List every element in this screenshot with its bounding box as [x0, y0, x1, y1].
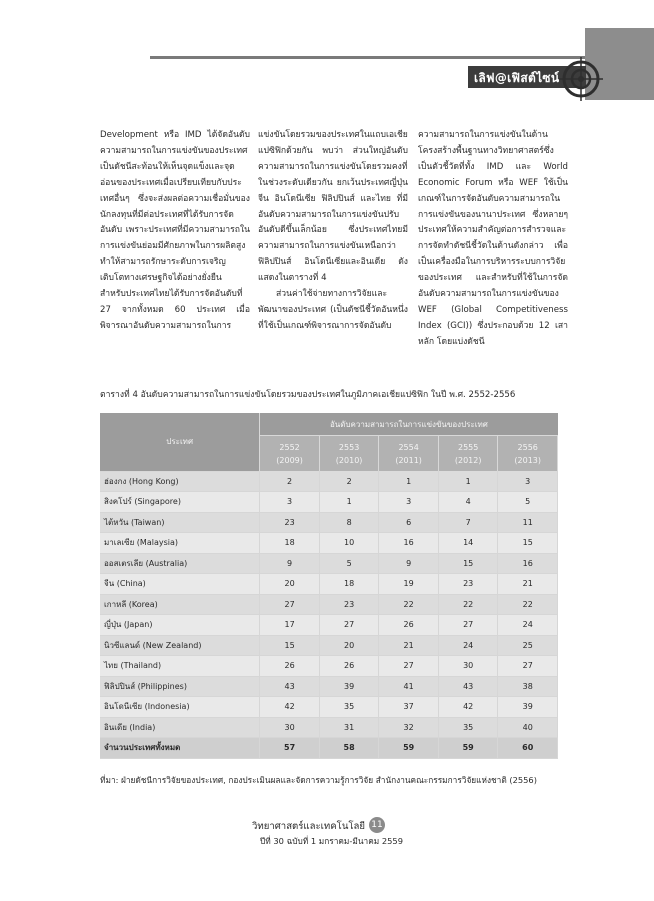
- year-ce: (2009): [276, 455, 303, 465]
- year-be: 2554: [398, 442, 419, 452]
- year-header: [260, 436, 320, 472]
- country-cell: ฟิลิปปินส์ (Philippines): [100, 676, 260, 697]
- rank-cell: 6: [379, 512, 439, 533]
- rank-cell: 27: [438, 615, 498, 636]
- country-cell: ไทย (Thailand): [100, 656, 260, 677]
- rank-cell: 26: [379, 615, 439, 636]
- ranking-group-header: อันดับความสามารถในการแข่งขันของประเทศ: [260, 413, 558, 436]
- rank-cell: 22: [498, 594, 558, 615]
- rank-cell: 24: [438, 635, 498, 656]
- country-cell: ไต้หวัน (Taiwan): [100, 512, 260, 533]
- target-icon: [559, 57, 603, 101]
- year-header: [438, 436, 498, 472]
- rank-cell: 1: [319, 492, 379, 513]
- year-be: 2553: [338, 442, 360, 452]
- total-cell: 60: [498, 738, 558, 759]
- rank-cell: 35: [438, 717, 498, 738]
- total-cell: 58: [319, 738, 379, 759]
- rank-cell: 1: [379, 471, 439, 492]
- body-column-2: [258, 128, 408, 335]
- issue-info: ปีที่ 30 ฉบับที่ 1 มกราคม-มีนาคม 2559: [260, 836, 403, 846]
- year-ce: (2010): [335, 455, 363, 465]
- rank-cell: 3: [379, 492, 439, 513]
- year-be: 2556: [517, 442, 538, 452]
- rank-cell: 20: [260, 574, 320, 595]
- rank-cell: 43: [438, 676, 498, 697]
- year-ce: (2012): [454, 455, 482, 465]
- rank-cell: 16: [379, 533, 439, 554]
- country-cell: จีน (China): [100, 574, 260, 595]
- rank-cell: 43: [260, 676, 320, 697]
- rank-cell: 23: [260, 512, 320, 533]
- rank-cell: 23: [438, 574, 498, 595]
- rank-cell: 9: [379, 553, 439, 574]
- rank-cell: 39: [498, 697, 558, 718]
- country-cell: นิวซีแลนด์ (New Zealand): [100, 635, 260, 656]
- rank-cell: 32: [379, 717, 439, 738]
- year-header: [379, 436, 439, 472]
- table-row: [100, 676, 558, 697]
- rank-cell: 31: [319, 717, 379, 738]
- rank-cell: 2: [260, 471, 320, 492]
- rank-cell: 42: [438, 697, 498, 718]
- rank-cell: 15: [438, 553, 498, 574]
- body-column-1: [100, 128, 250, 335]
- ranking-table: [100, 413, 558, 759]
- country-cell: ฮ่องกง (Hong Kong): [100, 471, 260, 492]
- country-cell: อินเดีย (India): [100, 717, 260, 738]
- rank-cell: 39: [319, 676, 379, 697]
- table-row: [100, 717, 558, 738]
- table-row: [100, 635, 558, 656]
- header-band: [150, 56, 586, 59]
- rank-cell: 18: [260, 533, 320, 554]
- rank-cell: 23: [319, 594, 379, 615]
- table-source-note: ที่มา: ฝ่ายดัชนีการวิจัยของประเทศ, กองประเมินผลและจัดการความรู้การวิจัย สำนักงานคณะกรรมการวิจัยแห่งชาติ (2556): [100, 775, 537, 785]
- rank-cell: 37: [379, 697, 439, 718]
- rank-cell: 38: [498, 676, 558, 697]
- section-title: เลิฟ@เฟิสต์ไซน์: [474, 71, 560, 85]
- table-row: [100, 697, 558, 718]
- country-cell: ออสเตรเลีย (Australia): [100, 553, 260, 574]
- year-header: [498, 436, 558, 472]
- year-header: [319, 436, 379, 472]
- rank-cell: 14: [438, 533, 498, 554]
- country-column-header: ประเทศ: [100, 413, 260, 471]
- body-paragraph: Development หรือ IMD ได้จัดอันดับความสามารถในการแข่งขันของประเทศ เป็นดัชนีสะท้อนให้เห็นจุดแข็งและจุดอ่อนของประเทศเมื่อเปรียบเทียบกับประเทศอื่นๆ ซึ่งจะส่งผลต่อความเชื่อมั่นของนักลงทุนที่มีต่อประเทศที่ได้รับการจัดอันดับ เพราะประเทศที่มีความสามารถในการแข่งขันย่อมมีศักยภาพในการผลิตสูง ทำให้สามารถรักษาระดับการเจริญเติบโตทางเศรษฐกิจได้อย่างยั่งยืน สำหรับประเทศไทยได้รับการจัดอันดับที่ 27 จากทั้งหมด 60 ประเทศ เมื่อพิจารณาอันดับความสามารถในการ: [100, 130, 250, 331]
- table-row: [100, 553, 558, 574]
- rank-cell: 27: [260, 594, 320, 615]
- table-row: [100, 512, 558, 533]
- year-ce: (2013): [514, 455, 542, 465]
- body-paragraph: ส่วนค่าใช้จ่ายทางการวิจัยและพัฒนาของประเทศ (เป็นดัชนีชี้วัดอันหนึ่งที่ใช้เป็นเกณฑ์พิจารณาการจัดอันดับ: [258, 289, 408, 331]
- country-cell: มาเลเซีย (Malaysia): [100, 533, 260, 554]
- total-cell: 59: [379, 738, 439, 759]
- rank-cell: 25: [498, 635, 558, 656]
- rank-cell: 5: [319, 553, 379, 574]
- rank-cell: 26: [260, 656, 320, 677]
- rank-cell: 7: [438, 512, 498, 533]
- total-cell: 59: [438, 738, 498, 759]
- rank-cell: 5: [498, 492, 558, 513]
- page-number: 11: [369, 817, 385, 833]
- rank-cell: 30: [438, 656, 498, 677]
- rank-cell: 41: [379, 676, 439, 697]
- rank-cell: 15: [498, 533, 558, 554]
- rank-cell: 27: [498, 656, 558, 677]
- body-paragraph: แข่งขันโดยรวมของประเทศในแถบเอเชียแปซิฟิกด้วยกัน พบว่า ส่วนใหญ่อันดับความสามารถในการแข่งขันโดยรวมคงที่ในช่วงระดับเดียวกัน ยกเว้นประเทศญี่ปุ่น จีน อินโดนีเซีย ฟิลิปปินส์ และไทย ที่มีอันดับความสามารถในการแข่งขันปรับอันดับดีขึ้นเล็กน้อย ซึ่งประเทศไทยมีความสามารถในการแข่งขันเหนือกว่าฟิลิปปินส์ อินโดนีเซียและอินเดีย ดังแสดงในตารางที่ 4: [258, 130, 408, 284]
- table-row: [100, 615, 558, 636]
- table-row: [100, 574, 558, 595]
- rank-cell: 8: [319, 512, 379, 533]
- rank-cell: 27: [319, 615, 379, 636]
- body-column-3: [418, 128, 568, 351]
- rank-cell: 16: [498, 553, 558, 574]
- rank-cell: 30: [260, 717, 320, 738]
- rank-cell: 10: [319, 533, 379, 554]
- body-paragraph: ความสามารถในการแข่งขันในด้านโครงสร้างพื้นฐานทางวิทยาศาสตร์ซึ่งเป็นตัวชี้วัดที่ทั้ง IMD และ World Economic Forum หรือ WEF ใช้เป็นเกณฑ์ในการจัดอันดับความสามารถในการแข่งขันของนานาประเทศ ซึ่งหลายๆ ประเทศให้ความสำคัญต่อการสำรวจและการจัดทำดัชนีชี้วัดในด้านดังกล่าว เพื่อเป็นเครื่องมือในการบริหารระบบการวิจัยของประเทศ และสำหรับที่ใช้ในการจัดอันดับความสามารถในการแข่งขันของ WEF (Global Competitiveness Index (GCI)) ซึ่งประกอบด้วย 12 เสาหลัก โดยแบ่งดัชนี: [418, 130, 568, 347]
- country-cell: เกาหลี (Korea): [100, 594, 260, 615]
- country-cell: สิงคโปร์ (Singapore): [100, 492, 260, 513]
- rank-cell: 19: [379, 574, 439, 595]
- rank-cell: 21: [379, 635, 439, 656]
- rank-cell: 2: [319, 471, 379, 492]
- table-row: [100, 492, 558, 513]
- table-row: [100, 594, 558, 615]
- country-cell: อินโดนีเซีย (Indonesia): [100, 697, 260, 718]
- journal-name: วิทยาศาสตร์และเทคโนโลยี: [252, 821, 366, 832]
- rank-cell: 27: [379, 656, 439, 677]
- rank-cell: 22: [438, 594, 498, 615]
- table-row: [100, 656, 558, 677]
- rank-cell: 21: [498, 574, 558, 595]
- rank-cell: 20: [319, 635, 379, 656]
- rank-cell: 42: [260, 697, 320, 718]
- rank-cell: 9: [260, 553, 320, 574]
- rank-cell: 1: [438, 471, 498, 492]
- year-be: 2555: [457, 442, 479, 452]
- rank-cell: 3: [498, 471, 558, 492]
- rank-cell: 24: [498, 615, 558, 636]
- rank-cell: 17: [260, 615, 320, 636]
- table-caption: ตารางที่ 4 อันดับความสามารถในการแข่งขันโดยรวมของประเทศในภูมิภาคเอเชียแปซิฟิก ในปี พ.ศ. 2552-2556: [100, 390, 516, 400]
- rank-cell: 15: [260, 635, 320, 656]
- total-label: จำนวนประเทศทั้งหมด: [100, 738, 260, 759]
- rank-cell: 3: [260, 492, 320, 513]
- rank-cell: 35: [319, 697, 379, 718]
- year-ce: (2011): [395, 455, 422, 465]
- total-row: [100, 738, 558, 759]
- year-be: 2552: [279, 442, 300, 452]
- total-cell: 57: [260, 738, 320, 759]
- table-row: [100, 533, 558, 554]
- table-row: [100, 471, 558, 492]
- rank-cell: 22: [379, 594, 439, 615]
- rank-cell: 26: [319, 656, 379, 677]
- rank-cell: 40: [498, 717, 558, 738]
- rank-cell: 11: [498, 512, 558, 533]
- country-cell: ญี่ปุ่น (Japan): [100, 615, 260, 636]
- rank-cell: 4: [438, 492, 498, 513]
- rank-cell: 18: [319, 574, 379, 595]
